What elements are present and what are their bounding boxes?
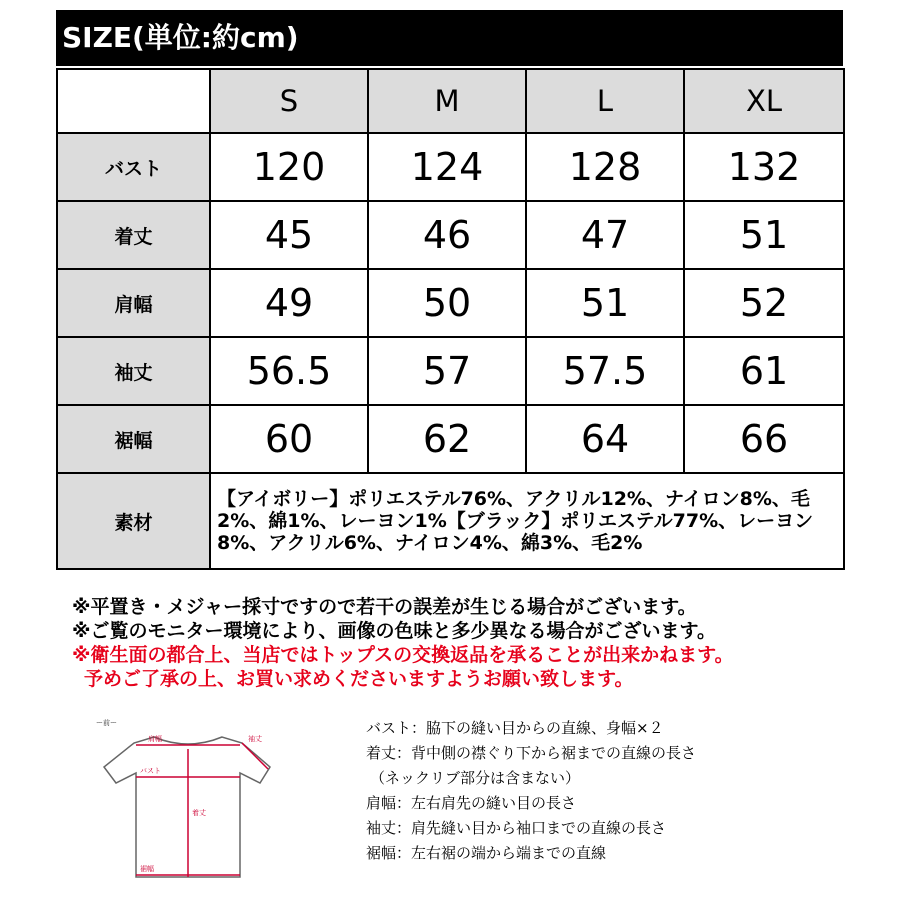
diagram-label-bust: バスト <box>140 767 161 775</box>
definition-item: 袖丈：肩先縫い目から袖口までの直線の長さ <box>366 819 667 837</box>
sleeve-measure-line <box>242 743 268 769</box>
table-cell: 120 <box>210 133 368 201</box>
note-warning: ※衛生面の都合上、当店ではトップスの交換返品を承ることが出来かねます。 <box>72 644 734 666</box>
table-row-length <box>57 201 844 269</box>
definition-item: 裾幅：左右裾の端から端までの直線 <box>366 844 607 862</box>
table-cell: 46 <box>368 201 526 269</box>
diagram-label-sleeve: 袖丈 <box>248 735 262 743</box>
table-cell: 132 <box>684 133 844 201</box>
table-row-shoulder <box>57 269 844 337</box>
table-cell: 62 <box>368 405 526 473</box>
diagram-front-label: ー前ー <box>96 719 117 727</box>
measurement-definitions <box>366 716 886 866</box>
row-label: 袖丈 <box>57 337 210 405</box>
row-label: 素材 <box>57 473 210 569</box>
table-cell: 66 <box>684 405 844 473</box>
definition-item: 肩幅：左右肩先の縫い目の長さ <box>366 794 577 812</box>
measurement-diagram <box>92 715 277 885</box>
material-text: 【アイボリー】ポリエステル76%、アクリル12%、ナイロン8%、毛2%、綿1%、レーヨン1%【ブラック】ポリエステル77%、レーヨン8%、アクリル6%、ナイロン4%、綿3%、毛2% <box>210 473 844 569</box>
table-cell: 51 <box>526 269 684 337</box>
table-cell: 50 <box>368 269 526 337</box>
definition-item: （ネックリブ部分は含まない） <box>370 769 581 787</box>
tshirt-diagram-icon <box>92 715 277 885</box>
table-cell: 49 <box>210 269 368 337</box>
row-label: 着丈 <box>57 201 210 269</box>
table-cell: 128 <box>526 133 684 201</box>
diagram-label-hem: 裾幅 <box>140 865 154 873</box>
size-table-title: SIZE(単位:約cm) <box>56 10 843 66</box>
table-cell: 64 <box>526 405 684 473</box>
table-cell: 61 <box>684 337 844 405</box>
size-header-row <box>57 69 844 133</box>
note-warning: 予めご了承の上、お買い求めくださいますようお願い致します。 <box>84 668 634 690</box>
size-header-m: M <box>368 69 526 133</box>
table-cell: 57 <box>368 337 526 405</box>
tshirt-outline <box>104 737 270 877</box>
table-row-bust <box>57 133 844 201</box>
table-row-hem <box>57 405 844 473</box>
table-cell: 52 <box>684 269 844 337</box>
table-cell: 47 <box>526 201 684 269</box>
notes <box>72 595 872 691</box>
table-cell: 57.5 <box>526 337 684 405</box>
size-header-s: S <box>210 69 368 133</box>
definition-item: 着丈：背中側の襟ぐり下から裾までの直線の長さ <box>366 744 697 762</box>
table-cell: 124 <box>368 133 526 201</box>
diagram-label-shoulder: 肩幅 <box>148 735 162 743</box>
size-header-l: L <box>526 69 684 133</box>
table-row-material <box>57 473 844 569</box>
note-line: ※ご覧のモニター環境により、画像の色味と多少異なる場合がございます。 <box>72 620 716 642</box>
note-line: ※平置き・メジャー採寸ですので若干の誤差が生じる場合がございます。 <box>72 596 697 618</box>
table-cell: 45 <box>210 201 368 269</box>
size-header-xl: XL <box>684 69 844 133</box>
table-cell: 60 <box>210 405 368 473</box>
table-cell: 56.5 <box>210 337 368 405</box>
table-cell: 51 <box>684 201 844 269</box>
table-corner-cell <box>57 69 210 133</box>
row-label: 裾幅 <box>57 405 210 473</box>
row-label: バスト <box>57 133 210 201</box>
definition-item: バスト：脇下の縫い目からの直線、身幅×２ <box>366 719 664 737</box>
diagram-label-length: 着丈 <box>192 809 206 817</box>
table-row-sleeve <box>57 337 844 405</box>
size-table <box>56 68 845 570</box>
row-label: 肩幅 <box>57 269 210 337</box>
